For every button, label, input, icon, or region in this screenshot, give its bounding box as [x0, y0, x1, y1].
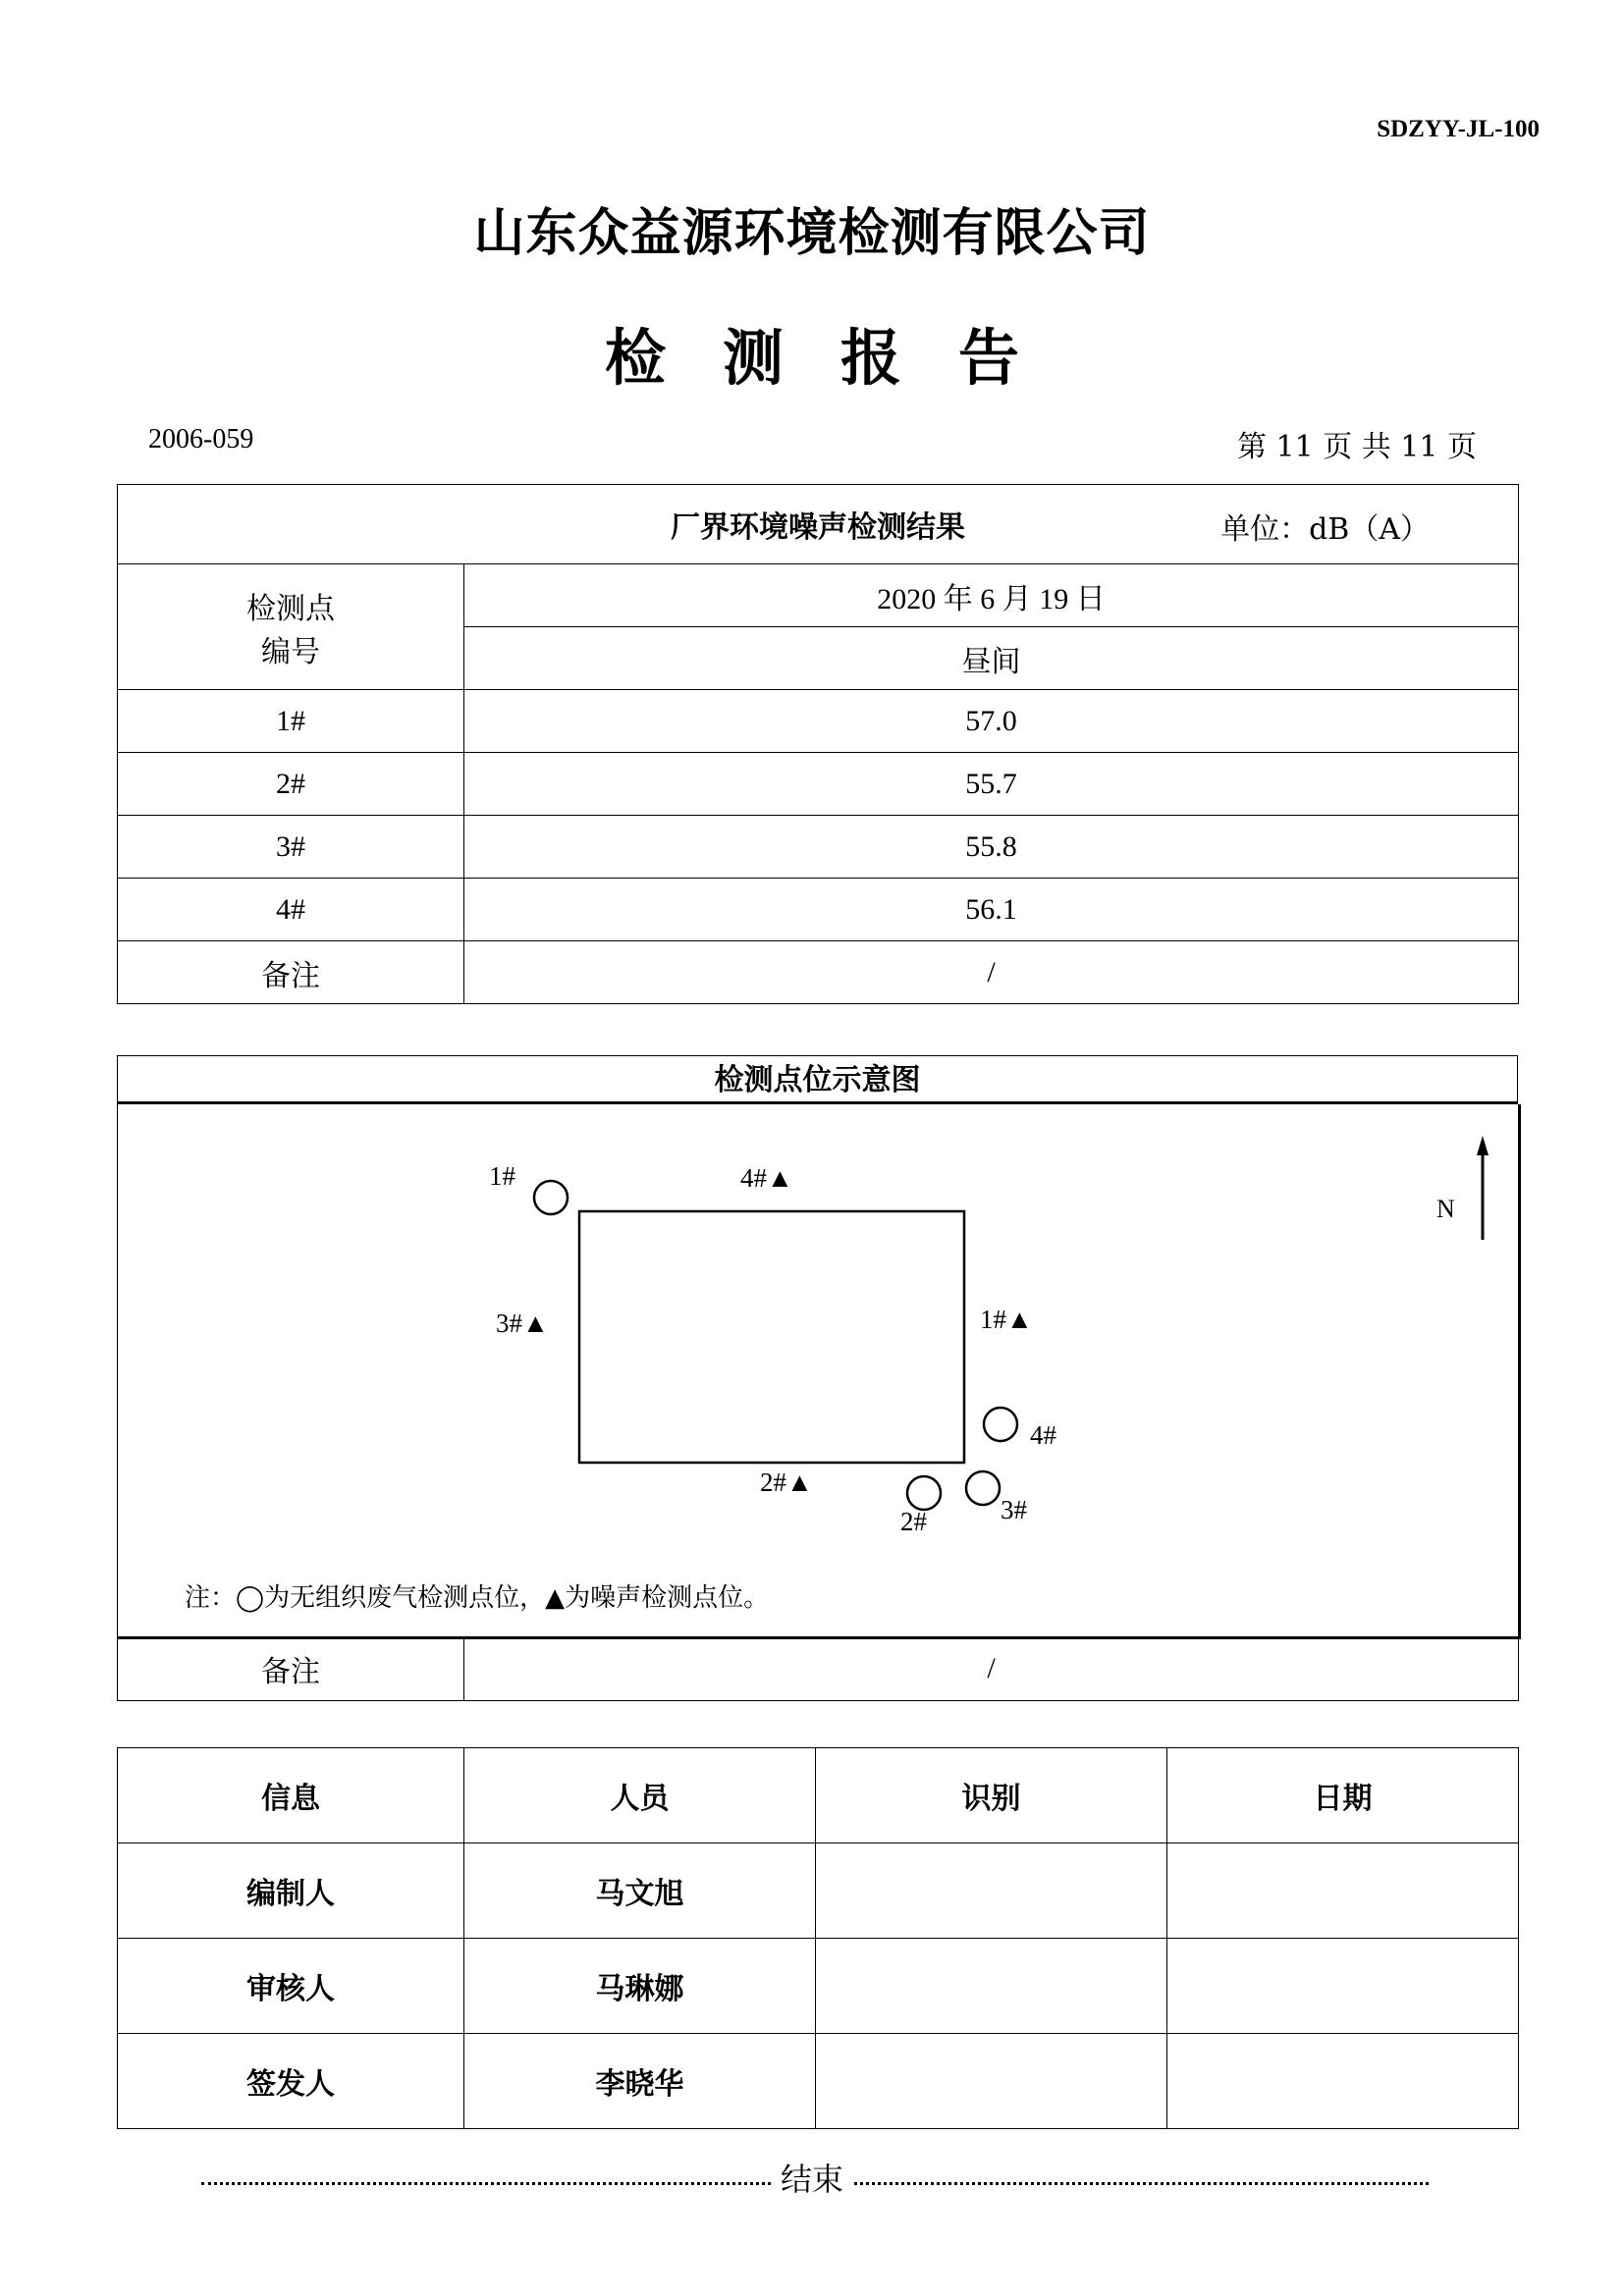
signature-table	[117, 1747, 1519, 2129]
point-header-line1: 检测点	[246, 591, 335, 626]
point-id: 2#	[118, 753, 464, 816]
noise-value: 56.1	[464, 879, 1519, 941]
table-row	[118, 1939, 1519, 2034]
noise-point-4-label: 4#▲	[740, 1163, 793, 1193]
gas-point-1-circle	[534, 1181, 568, 1214]
gas-point-3-label: 3#	[1001, 1495, 1027, 1524]
north-arrow-head	[1477, 1136, 1489, 1155]
end-text: 结束	[781, 2161, 844, 2198]
noise-table-caption-cell	[118, 485, 1519, 564]
gas-point-2-circle	[907, 1476, 941, 1510]
person-name: 李晓华	[464, 2034, 816, 2129]
map-legend-note: 注：◯为无组织废气检测点位，▲为噪声检测点位。	[185, 1583, 770, 1613]
gas-point-3-circle	[966, 1471, 1000, 1505]
date-header: 2020 年 6 月 19 日	[464, 564, 1519, 627]
table-row	[118, 2034, 1519, 2129]
date-cell	[1167, 1843, 1519, 1939]
report-number: 2006-059	[148, 424, 254, 454]
unit-label: 单位：dB（A）	[1220, 512, 1430, 547]
gas-point-4-label: 4#	[1030, 1420, 1056, 1450]
gas-point-2-label: 2#	[900, 1507, 927, 1536]
header-date: 日期	[1167, 1748, 1519, 1843]
gas-point-4-circle	[984, 1408, 1017, 1441]
date-cell	[1167, 2034, 1519, 2129]
page-indicator: 第 11 页 共 11 页	[1236, 430, 1477, 464]
document-code: SDZYY-JL-100	[1377, 116, 1540, 142]
point-header	[118, 564, 464, 690]
site-map-caption: 检测点位示意图	[117, 1055, 1518, 1104]
signature-cell	[816, 1843, 1167, 1939]
noise-point-3-label: 3#▲	[496, 1308, 549, 1338]
north-label: N	[1436, 1195, 1455, 1223]
header-personnel: 人员	[464, 1748, 816, 1843]
point-id: 4#	[118, 879, 464, 941]
report-title: 检测报告	[604, 322, 1076, 394]
role-label: 审核人	[118, 1939, 464, 2034]
signature-header-row	[118, 1748, 1519, 1843]
noise-table-caption: 厂界环境噪声检测结果	[671, 510, 965, 545]
table-row	[118, 879, 1519, 941]
remark-row	[118, 941, 1519, 1004]
table-row	[118, 690, 1519, 753]
signature-cell	[816, 2034, 1167, 2129]
date-cell	[1167, 1939, 1519, 2034]
site-map-drawing	[118, 1104, 1518, 1636]
role-label: 签发人	[118, 2034, 464, 2129]
point-id: 1#	[118, 690, 464, 753]
table-row	[118, 753, 1519, 816]
noise-results-table	[117, 484, 1519, 1004]
noise-point-2-label: 2#▲	[760, 1468, 813, 1497]
table-row	[118, 1843, 1519, 1939]
noise-value: 55.8	[464, 816, 1519, 879]
plant-outline	[579, 1211, 964, 1463]
remark-label: 备注	[118, 941, 464, 1004]
dotted-line-right	[854, 2182, 1429, 2185]
dotted-line-left	[201, 2182, 771, 2185]
noise-point-1-label: 1#▲	[980, 1305, 1033, 1334]
site-map	[117, 1104, 1521, 1639]
noise-value: 57.0	[464, 690, 1519, 753]
remark-value: /	[464, 1637, 1519, 1701]
role-label: 编制人	[118, 1843, 464, 1939]
header-signature: 识别	[816, 1748, 1167, 1843]
header-info: 信息	[118, 1748, 464, 1843]
point-header-line2: 编号	[261, 634, 320, 669]
signature-cell	[816, 1939, 1167, 2034]
person-name: 马文旭	[464, 1843, 816, 1939]
remark-value: /	[464, 941, 1519, 1004]
person-name: 马琳娜	[464, 1939, 816, 2034]
point-id: 3#	[118, 816, 464, 879]
gas-point-1-label: 1#	[489, 1161, 515, 1191]
remark-label: 备注	[118, 1637, 464, 1701]
table-row	[118, 816, 1519, 879]
map-remark-table	[117, 1636, 1519, 1701]
company-name: 山东众益源环境检测有限公司	[473, 204, 1151, 263]
noise-value: 55.7	[464, 753, 1519, 816]
period-header: 昼间	[464, 627, 1519, 690]
